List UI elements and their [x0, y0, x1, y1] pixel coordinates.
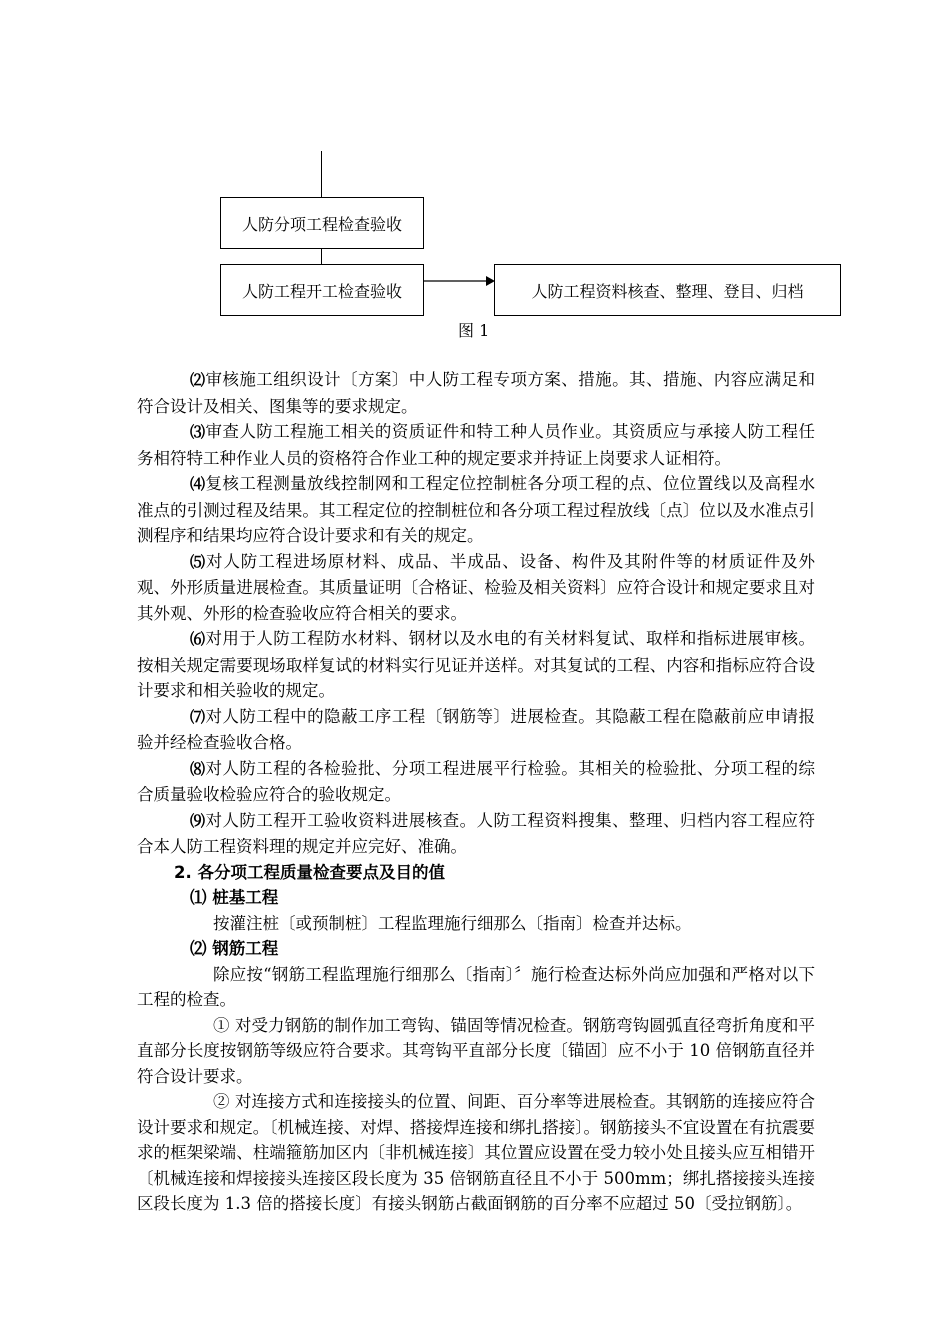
item-text: 对人防工程进场原材料、成品、半成品、设备、构件及其附件等的材质证件及外观、外形质量进展检查。其质量证明〔合格证、检验及相关资料〕应符合设计和规定要求且对其外观、外形的检查验收应符合相关的要求。 — [137, 551, 815, 623]
paragraph-item-6 — [137, 626, 815, 704]
item-text: 复核工程测量放线控制网和工程定位控制桩各分项工程的点、位位置线以及高程水准点的引测过程及结果。其工程定位的控制桩位和各分项工程过程放线〔点〕位以及水准点引测程序和结果均应符合设计要求和有关的规定。 — [137, 474, 815, 545]
flow-box-label: 人防工程资料核查、整理、登目、归档 — [531, 281, 804, 301]
paragraph-item-8 — [137, 756, 815, 808]
item-text: 审查人防工程施工相关的资质证件和特工种人员作业。其资质应与承接人防工程任务相符特工种作业人员的资格符合作业工种的规定要求并持证上岗要求人证相符。 — [137, 422, 815, 468]
item-text: 审核施工组织设计〔方案〕中人防工程专项方案、措施。其、措施、内容应满足和符合设计及相关、图集等的要求规定。 — [137, 370, 815, 416]
document-body — [137, 367, 815, 1217]
item-text: 对人防工程中的隐蔽工序工程〔钢筋等〕进展检查。其隐蔽工程在隐蔽前应申请报验并经检查验收合格。 — [137, 706, 815, 752]
item-number: ⑺ — [190, 707, 206, 726]
subsection-heading-pile — [137, 885, 815, 911]
item-number: ⑶ — [190, 423, 206, 441]
item-number: ⑵ — [190, 371, 206, 389]
section-heading: 2. 各分项工程质量检查要点及目的值 — [174, 862, 445, 882]
item-text: 对人防工程的各检验批、分项工程进展平行检验。其相关的检验批、分项工程的综合质量验收检验应符合的验收规定。 — [137, 758, 815, 804]
item-text: 对人防工程开工验收资料进展核查。人防工程资料搜集、整理、归档内容工程应符合本人防工程资料理的规定并应完好、准确。 — [137, 810, 815, 856]
item-number: ⑷ — [190, 475, 206, 493]
flow-box-label: 人防工程开工检查验收 — [241, 281, 402, 301]
paragraph-item-9 — [137, 808, 815, 860]
flow-arrow — [424, 275, 496, 287]
subsection-number: ⑵ — [190, 939, 207, 958]
item-number: ⑹ — [190, 630, 206, 648]
item-text: 对用于人防工程防水材料、钢材以及水电的有关材料复试、取样和指标进展审核。按相关规定需要现场取样复试的材料实行见证并送样。对其复试的工程、内容和指标应符合设计要求和相关验收的规定。 — [137, 629, 815, 700]
paragraph-pile: 按灌注桩〔或预制桩〕工程监理施行细那么〔指南〕检查并达标。 — [213, 913, 692, 933]
paragraph-item-7 — [137, 704, 815, 756]
item-number: ⑼ — [190, 811, 206, 830]
subsection-number: ⑴ — [190, 888, 207, 907]
item-number: ⑸ — [190, 552, 206, 571]
paragraph-item-3 — [137, 419, 815, 471]
figure-caption: 图 1 — [458, 321, 490, 340]
subsection-title: 桩基工程 — [212, 888, 279, 907]
subsection-title: 钢筋工程 — [212, 939, 279, 958]
flow-box-archive — [494, 264, 841, 316]
paragraph-item-5 — [137, 549, 815, 627]
paragraph-item-2 — [137, 367, 815, 419]
paragraph-rebar-item-2: ② 对连接方式和连接接头的位置、间距、百分率等进展检查。其钢筋的连接应符合设计要求和规定。〔机械连接、对焊、搭接焊连接和绑扎搭接〕。钢筋接头不宜设置在有抗震要求的框架梁端、柱端箍筋加区内〔非机械连接〕其位置应设置在受力较小处且接头应互相错开〔机械连接和焊接接头连接区段长度为 35 倍钢筋直径且不小于 500mm；绑扎搭接接头连接区段长度为 1.3 倍的搭接长度〕有接头钢筋占截面钢筋的百分率不应超过 50〔受拉钢筋〕。 — [137, 1092, 815, 1213]
paragraph-rebar-item-1: ① 对受力钢筋的制作加工弯钩、锚固等情况检查。钢筋弯钩圆弧直径弯折角度和平直部分长度按钢筋等级应符合要求。其弯钩平直部分长度〔锚固〕应不小于 10 倍钢筋直径并符合设计要求。 — [137, 1015, 815, 1086]
paragraph-rebar-intro: 除应按“钢筋工程监理施行细那么〔指南〕〞施行检查达标外尚应加强和严格对以下工程的检查。 — [137, 964, 815, 1009]
subsection-heading-rebar — [137, 936, 815, 962]
paragraph-item-4 — [137, 471, 815, 549]
flow-box-label: 人防分项工程检查验收 — [241, 214, 402, 234]
flow-box-subproject-inspection — [220, 197, 424, 249]
flow-box-start-inspection — [220, 264, 424, 316]
item-number: ⑻ — [190, 759, 206, 778]
